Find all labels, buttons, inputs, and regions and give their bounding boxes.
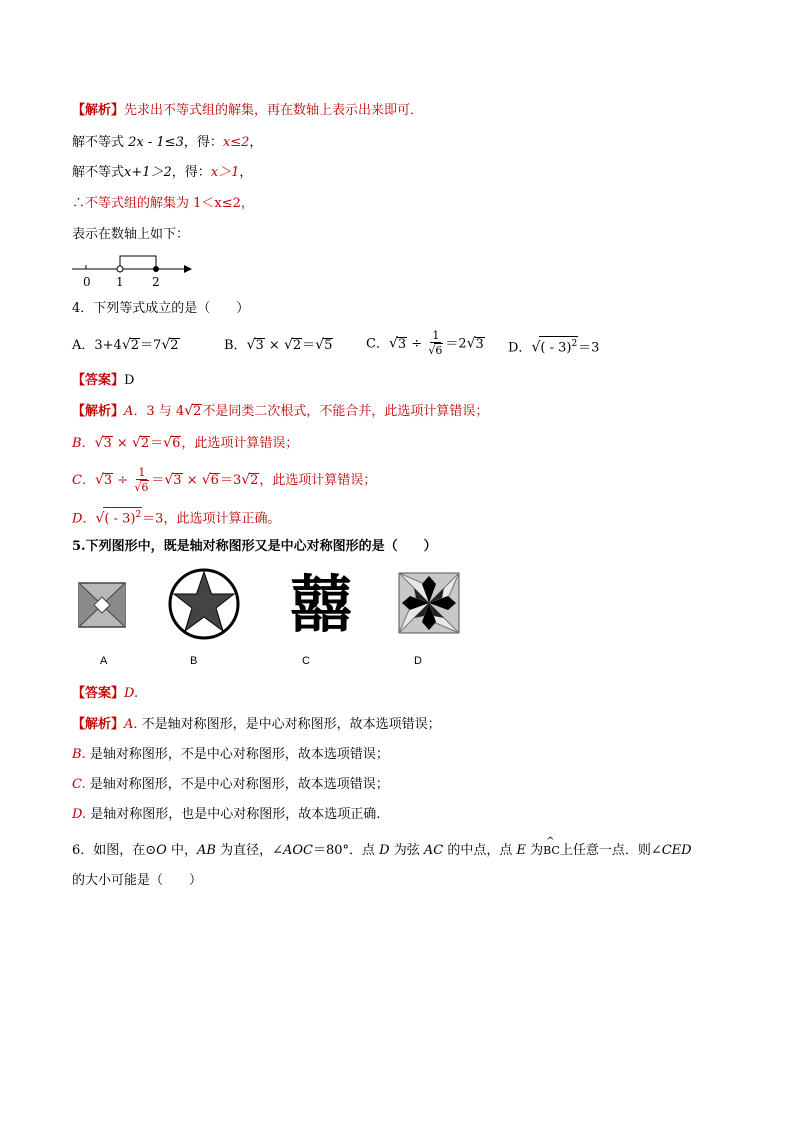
q5-analysis-d: D. 是轴对称图形，也是中心对称图形，故本选项正确. (72, 807, 381, 822)
q3-step1: 解不等式 2x - 1≤3，得：x≤2， (72, 135, 263, 150)
q6-stem-line2: 的大小可能是（ ） (72, 873, 203, 888)
axis-label-2: 2 (152, 275, 160, 289)
figure-label-a: A (100, 655, 108, 667)
q4-analysis-b: B．√3 × √2＝√6，此选项计算错误； (72, 435, 299, 451)
q3-step3: ∴不等式组的解集为 1＜x≤2， (72, 196, 254, 211)
q5-stem: 5.下列图形中，既是轴对称图形又是中心对称图形的是（ ） (72, 539, 437, 554)
q4-analysis-c: C．√3 ÷ $\frac{1}{√6}$ ＝√3 × √6＝3√2，此选项计算错误； (72, 465, 377, 494)
figure-label-c: C (302, 655, 310, 667)
step-math: x+1＞2 (124, 165, 172, 180)
q4-analysis-a: 【解析】A．3 与 4√2不是同类二次根式，不能合并，此选项计算错误； (72, 403, 489, 419)
figure-b-star-circle (168, 568, 240, 640)
step-text: ，得： (171, 165, 211, 180)
figure-label-d: D (414, 655, 422, 667)
figure-c-double-happiness: 囍 (290, 568, 353, 641)
analysis-tag: 【解析】 (72, 103, 125, 118)
q4-option-d: D．√( - 3)$^2$＝3 (508, 336, 599, 357)
step-text: 解不等式 (72, 135, 129, 150)
q3-step4: 表示在数轴上如下： (72, 227, 190, 242)
q5-analysis-c: C. 是轴对称图形，不是中心对称图形，故本选项错误； (72, 777, 389, 792)
q5-analysis-b: B. 是轴对称图形，不是中心对称图形，故本选项错误； (72, 747, 389, 762)
step-math: 2x - 1≤3 (128, 135, 184, 150)
axis-label-0: 0 (83, 275, 91, 289)
q4-option-a: A．3+4√2＝7√2 (72, 337, 179, 353)
step-result: x＞1 (210, 165, 240, 180)
q4-answer: 【答案】D (72, 373, 135, 388)
q6-stem-line1: 6．如图，在⊙O 中，AB 为直径，∠AOC＝80°．点 D 为弦 AC 的中点，点 E 为^ BC上任意一点．则∠CED (72, 842, 692, 860)
step-text: ，得： (183, 135, 223, 150)
q4-option-b: B．√3 × √2＝√5 (224, 337, 333, 353)
q5-analysis-a: 【解析】A. 不是轴对称图形，是中心对称图形，故本选项错误； (72, 717, 441, 732)
q3-analysis-line (72, 102, 423, 120)
q4-analysis-d: D．√( - 3)$^2$＝3，此选项计算正确。 (72, 507, 280, 528)
q4-stem: 4．下列等式成立的是（ ） (72, 301, 250, 316)
number-line (70, 250, 200, 290)
q4-option-c: C．√3 ÷ $\frac{1}{√6}$ ＝2√3 (366, 329, 484, 357)
analysis-text: 先求出不等式组的解集，再在数轴上表示出来即可． (124, 103, 424, 118)
axis-label-1: 1 (116, 275, 124, 289)
q5-answer: 【答案】D. (72, 686, 139, 701)
step-text: 解不等式 (72, 165, 125, 180)
step-result: x≤2 (222, 135, 250, 150)
figure-d-pinwheel (398, 572, 460, 634)
figure-label-b: B (190, 655, 198, 667)
q3-step2: 解不等式x+1＞2，得：x＞1， (72, 165, 253, 180)
figure-a-square (78, 582, 126, 628)
